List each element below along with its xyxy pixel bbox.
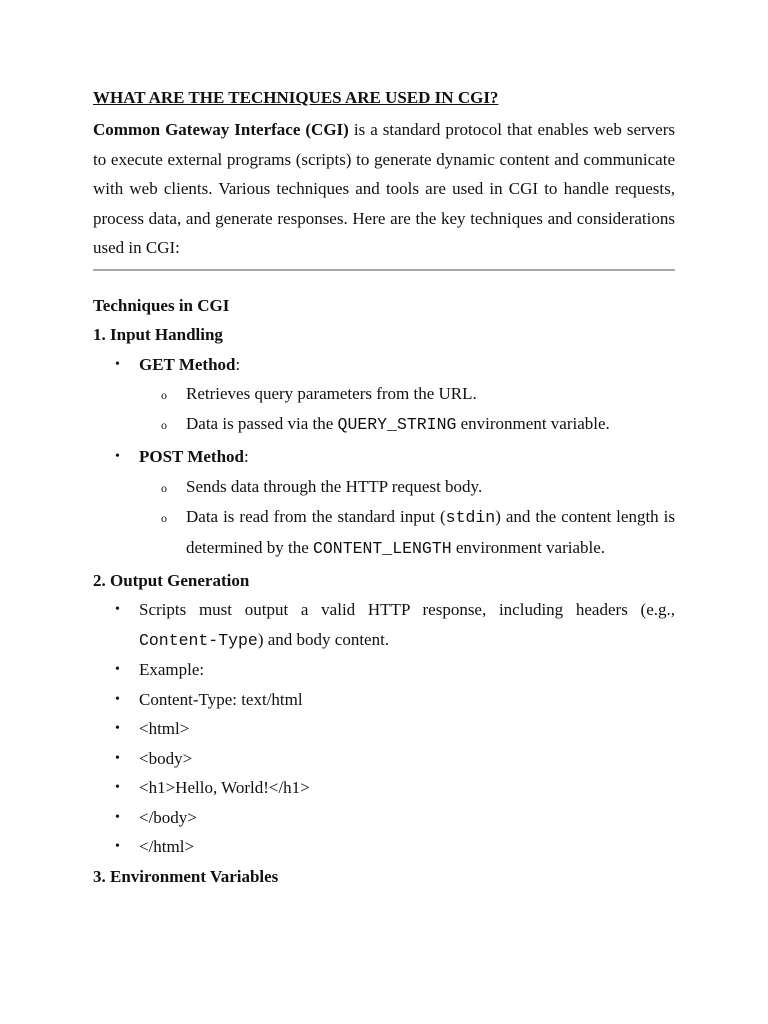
get-method-label: GET Method	[139, 354, 236, 374]
query-string-code: QUERY_STRING	[337, 415, 457, 434]
sub-bullet-icon: o	[161, 510, 167, 525]
list-item	[93, 832, 675, 862]
sub-bullet-icon: o	[161, 388, 167, 402]
example-line: <body>	[139, 748, 193, 768]
bullet-icon: •	[115, 809, 120, 825]
sub-list-item	[139, 472, 675, 502]
get-item-b-post: environment variable.	[456, 414, 610, 433]
horizontal-rule	[93, 269, 675, 271]
list-item	[93, 714, 675, 744]
post-method-label: POST Method	[139, 447, 245, 466]
sub-list-item	[139, 409, 675, 440]
post-item-b-mid: ) and the content length is determined by the	[186, 506, 676, 557]
example-line: <html>	[139, 719, 190, 738]
get-item-a: Retrieves query parameters from the URL.	[186, 384, 477, 403]
bullet-icon: •	[115, 662, 120, 677]
output-item-pre: Scripts must output a valid HTTP response, including headers (e.g.,	[139, 600, 675, 619]
get-method-colon: :	[235, 354, 241, 374]
post-item-b-pre: Data is read from the standard input (	[186, 506, 446, 526]
heading-output-generation: 2. Output Generation	[93, 570, 250, 590]
example-line: </html>	[139, 837, 195, 856]
list-item	[93, 595, 675, 655]
bullet-icon: •	[115, 780, 120, 795]
bullet-icon: •	[115, 602, 120, 617]
content-type-code: Content-Type	[139, 630, 258, 650]
sub-list-item	[139, 379, 675, 409]
example-line: Example:	[139, 660, 205, 679]
get-method-sublist	[139, 379, 675, 440]
example-line: </body>	[139, 807, 197, 827]
get-item-b-pre: Data is passed via the	[186, 414, 338, 433]
list-item	[93, 773, 675, 803]
sub-bullet-icon: o	[161, 418, 167, 432]
bullet-icon: •	[115, 449, 120, 464]
page-title: WHAT ARE THE TECHNIQUES ARE USED IN CGI?	[93, 88, 499, 107]
sub-bullet-icon: o	[161, 480, 167, 495]
output-generation-list	[93, 595, 675, 862]
sub-list-item	[139, 502, 675, 564]
post-method-colon: :	[244, 447, 249, 466]
content-length-code: CONTENT_LENGTH	[313, 538, 452, 558]
heading-input-handling: 1. Input Handling	[93, 325, 223, 344]
bullet-icon: •	[115, 750, 120, 766]
output-item-post: ) and body content.	[257, 629, 390, 649]
bullet-icon: •	[115, 721, 120, 736]
list-item-post-method	[93, 442, 675, 564]
bullet-icon: •	[115, 839, 120, 854]
list-item	[93, 744, 675, 774]
intro-paragraph	[93, 115, 675, 263]
bullet-icon: •	[115, 691, 120, 707]
example-line: Content-Type: text/html	[139, 689, 303, 709]
intro-text: is a standard protocol that enables web servers to execute external programs (scripts) to generate dynamic content and communicate with web clients. Various techniques and tools are used in CGI to handle requests, process data, and generate responses. Here are the key techniques and considerations used in CGI:	[93, 120, 676, 257]
list-item	[93, 655, 675, 685]
input-handling-list	[93, 350, 675, 564]
example-line: <h1>Hello, World!</h1>	[139, 778, 310, 797]
post-method-sublist	[139, 472, 675, 564]
list-item-get-method	[93, 350, 675, 441]
post-item-a: Sends data through the HTTP request body.	[186, 476, 483, 496]
list-item	[93, 685, 675, 715]
bullet-icon: •	[115, 356, 120, 372]
heading-environment-variables: 3. Environment Variables	[93, 866, 279, 886]
post-item-b-post: environment variable.	[451, 537, 606, 557]
section-title: Techniques in CGI	[93, 295, 230, 315]
intro-bold-term: Common Gateway Interface (CGI)	[93, 120, 349, 139]
stdin-code: stdin	[445, 507, 496, 527]
list-item	[93, 803, 675, 833]
